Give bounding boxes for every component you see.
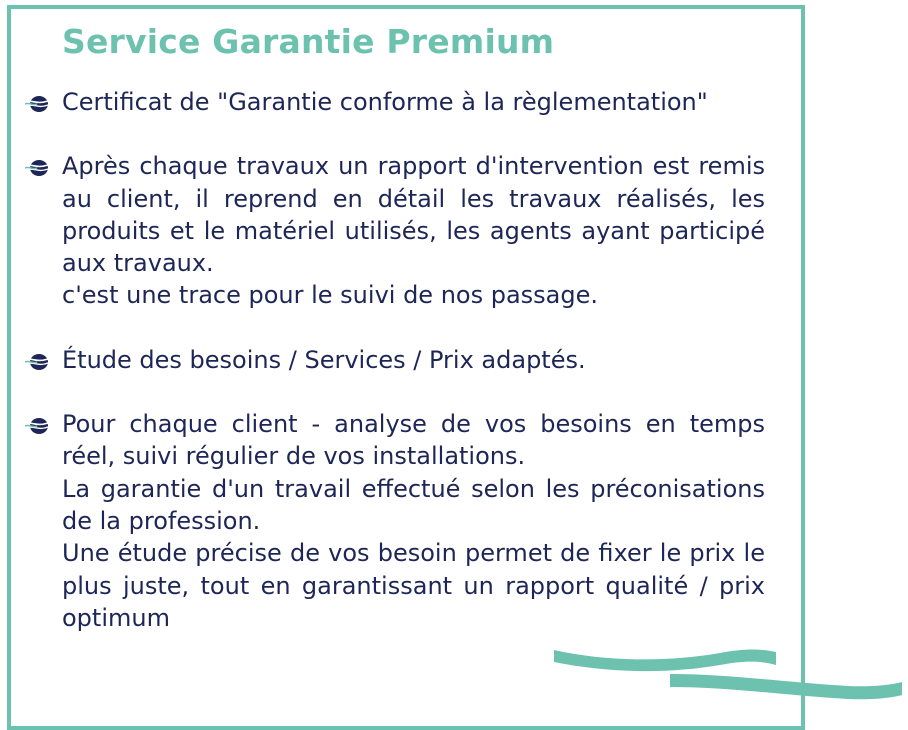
list-item-paragraph: Une étude précise de vos besoin permet de fixer le prix le plus juste, tout en garantissant un rapport qualité / prix optimum: [62, 539, 765, 632]
wave-globe-icon: [25, 159, 49, 177]
wave-stroke: [554, 650, 776, 672]
list-item: [62, 150, 765, 311]
list-item-paragraph: Étude des besoins / Services / Prix adaptés.: [62, 345, 586, 374]
list-item-paragraph: Pour chaque client - analyse de vos besoins en temps réel, suivi régulier de vos installations.: [62, 410, 765, 471]
feature-list: [62, 86, 765, 666]
list-item: [62, 408, 765, 634]
wave-globe-icon: [25, 95, 49, 113]
list-item-paragraph: c'est une trace pour le suivi de nos passage.: [62, 281, 599, 310]
list-item: [62, 344, 765, 376]
page-title: Service Garantie Premium: [62, 22, 555, 61]
list-item-paragraph: Après chaque travaux un rapport d'intervention est remis au client, il reprend en détail les travaux réalisés, les produits et le matériel utilisés, les agents ayant participé aux travaux.: [62, 152, 765, 278]
list-item: [62, 86, 765, 118]
wave-globe-icon: [25, 353, 49, 371]
list-item-paragraph: Certificat de "Garantie conforme à la règlementation": [62, 88, 708, 116]
decorative-waves: [548, 640, 908, 710]
list-item-paragraph: La garantie d'un travail effectué selon les préconisations de la profession.: [62, 474, 765, 535]
wave-globe-icon: [25, 417, 49, 435]
wave-stroke: [670, 674, 902, 699]
